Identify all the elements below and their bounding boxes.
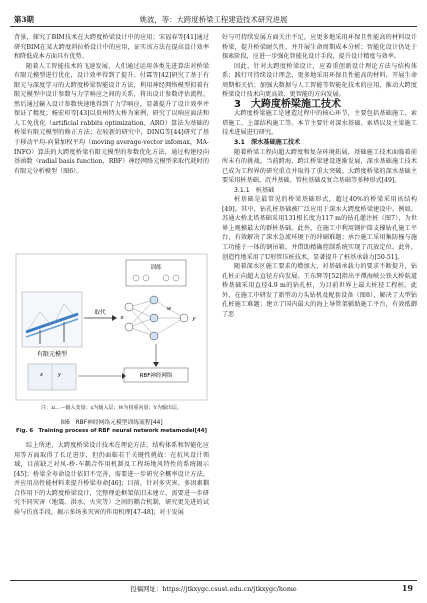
paragraph: 桩基础是最常见的桥梁基础形式，超过40%的桥梁采用该结构[49]。其中，钻孔桩基础被广泛应用于深水大跨度桥梁建设中。例如，苏通大桥北塔基础采用131根长度为117 m的钻孔灌注桩（图7），为世界上规模最大的群桩基础。此外，在施工中利用钢护筒支撑钻孔施工平台，有效解决了深水急流环境下的冲刷难题；承台施工采用集防撞与施工功能于一体的钢吊箱，并借助精确控制系统实现了沉放定位。此外，创造性地采用了U形管压桩技术，显著提升了桩基承载力[50-51]。: [222, 196, 417, 261]
input-x-label: x: [120, 315, 124, 321]
running-header: [10, 12, 417, 27]
training-label: 训练: [150, 265, 162, 271]
paragraph: 随着人工智能技术的飞速发展，人们通过运用各类先进算法对桥梁有限元模型进行优化，设计效率得到了提升。付霖等[42]研究了基于有限元与深度学习的大跨度桥梁智能设计方法，利用神经网络模型拟着有限元模型中设计参数与力学响应之间的关系，将出设计参数评估流程，然后通过输入设计参数快速地得到了力学响应，显著提升了设计效率并保证了精度；杨宏印等[43]以贵州特大桥为案例，研究了以响应面法和人工免优化（artificial rabbits optimization，ARO）算法为基础的桥梁有限元模型的修正方法；在较新的研究中，DING等[44]研究了基于移动平均-向量加权平均（moving average-vector infomax，MA-INFO）算法的大跨度桥梁有限元模型的参数优化方法，通过构建径向基函数（radial basis function，RBF）神经网络元模型来取代耗时的有限元分析模型（图6）。: [14, 62, 209, 175]
training-box: [126, 260, 186, 286]
sampling-label: 取代: [94, 310, 106, 316]
weight-label: w: [166, 306, 172, 312]
left-column: [14, 33, 209, 176]
rbf-training-diagram: [14, 252, 209, 402]
header-title: 姚波，等：大跨度桥梁工程建造技术研究进展: [139, 15, 288, 24]
yi-label: y: [58, 372, 61, 378]
subsubsection-heading: 3.1.1 桩基础: [234, 186, 275, 194]
output-y-label: y: [192, 316, 196, 322]
page-number: 19: [401, 583, 413, 593]
paragraph: 随着桥梁工程向超大跨度和复杂环境拓展，基础施工技术面临着前所未有的挑战。当前跨海、跨江桥梁建设逐渐发展，深水基础施工技术已成为工程界的研究重点并取得了重大突破。大跨度桥梁的深水基础主要采用桩基础、沉井基础、管柱基础及复合基础等多种形式[49]。: [222, 148, 417, 185]
caption-zh: 图6 RBF神经网络元模型训练流程[44]: [60, 420, 163, 426]
paragraph: 综上所述，大跨度桥梁设计技术在理论方法、结构体系和智能化应用等方面取得了长足进步，但仍面临若干关键性挑战：在抗风设计领域，目前缺乏对风-桥-车耦合作用机制及工程场地风特性的系统揭示[45]；桥梁全寿命设计依旧不完善，需要进一步研究全概率设计方法，并应用高性能材料来提升桥梁寿命[46]；目前，针对多灾害、多因素耦合作用下的大跨度桥梁设计，完整理论框架依旧未建立，需要进一步研究不同灾害（地震、洪水、火灾等）之间的耦合机制，研究更先进的试验与仿真手段，揭示多场多灾害的作用机理[47-48]；对于发展: [14, 442, 209, 516]
section-heading: 3 大跨度桥梁施工技术: [234, 98, 341, 110]
left-bottom-text: [14, 441, 209, 517]
xi-label: x: [40, 372, 43, 378]
paragraph: 随着深水区施工要求的增加大，对基础承载力的要求不断提升，钻孔桩正向超大直径方向发展。王东辉等[52]指出平潭海峡公铁大桥航道桥基础采用直径4.9 m的钻孔桩，为目前世界上最大桩径工程桩。此外，在施工中研发了新型动力头钻机及配套设备（图8），解决了大型钻孔桩施工难题；建立了国内最大的海上导管架辅助施工平台，有效抵御了恶: [222, 263, 417, 318]
submission-url: 投稿网址：https://jtkxygc.csust.edu.cn/jtkxygc/home: [130, 585, 297, 593]
paragraph: 因此，针对大跨度桥梁设计，应着重创新设计理论方法与结构体系；践行可持续设计理念，更多地采用环保且性能高的材料，开展生命周期相关估；加强大数据与人工智能等智能化技术的应用，推动大跨度桥梁设计技术向更高效、更智能的方向发展。: [222, 62, 417, 99]
caption-en: Fig. 6 Training process of RBF neural network metamodel[44]: [16, 428, 207, 435]
paragraph: 大跨度桥梁施工是建造过程中的核心环节，主要包括基础施工、索塔施工、上部结构施工等。本节主要针对深水基础、索塔以及主梁施工技术进展进行研究。: [222, 110, 417, 137]
fe-model-graphic: [22, 292, 82, 347]
subsection-heading: 3.1 深水基础施工技术: [234, 139, 301, 147]
paragraph: 背景，探究了BIM技术在大跨度桥梁设计中的应用；宋福春等[41]通过研究BIM在某大跨度斜拉桥设计中的应用，证实该方法在提高设计效率和降低成本方面具有优势。: [14, 34, 209, 61]
page-footer: [10, 580, 417, 595]
right-column: [222, 33, 417, 319]
figure-legend: 注：xi…—输入变量；x为输入层；W为权重向量；Y为输出层。: [41, 405, 182, 411]
issue-number: 第3期: [14, 15, 34, 24]
fe-model-label: 有限元模型: [36, 351, 68, 358]
paragraph: 好与可持续发展方面关注不足，应更多地采用环保且性能高的材料设计桥梁，提升桥梁耐久性，并开展生命周期成本分析；智能化设计仍处于探索阶段，应进一步强化智能化设计手段，提升设计精度与效率。: [222, 34, 417, 61]
figure-6: [14, 252, 209, 402]
rbf-label: RBF神经网络: [139, 373, 173, 379]
figure-caption: [14, 419, 209, 435]
